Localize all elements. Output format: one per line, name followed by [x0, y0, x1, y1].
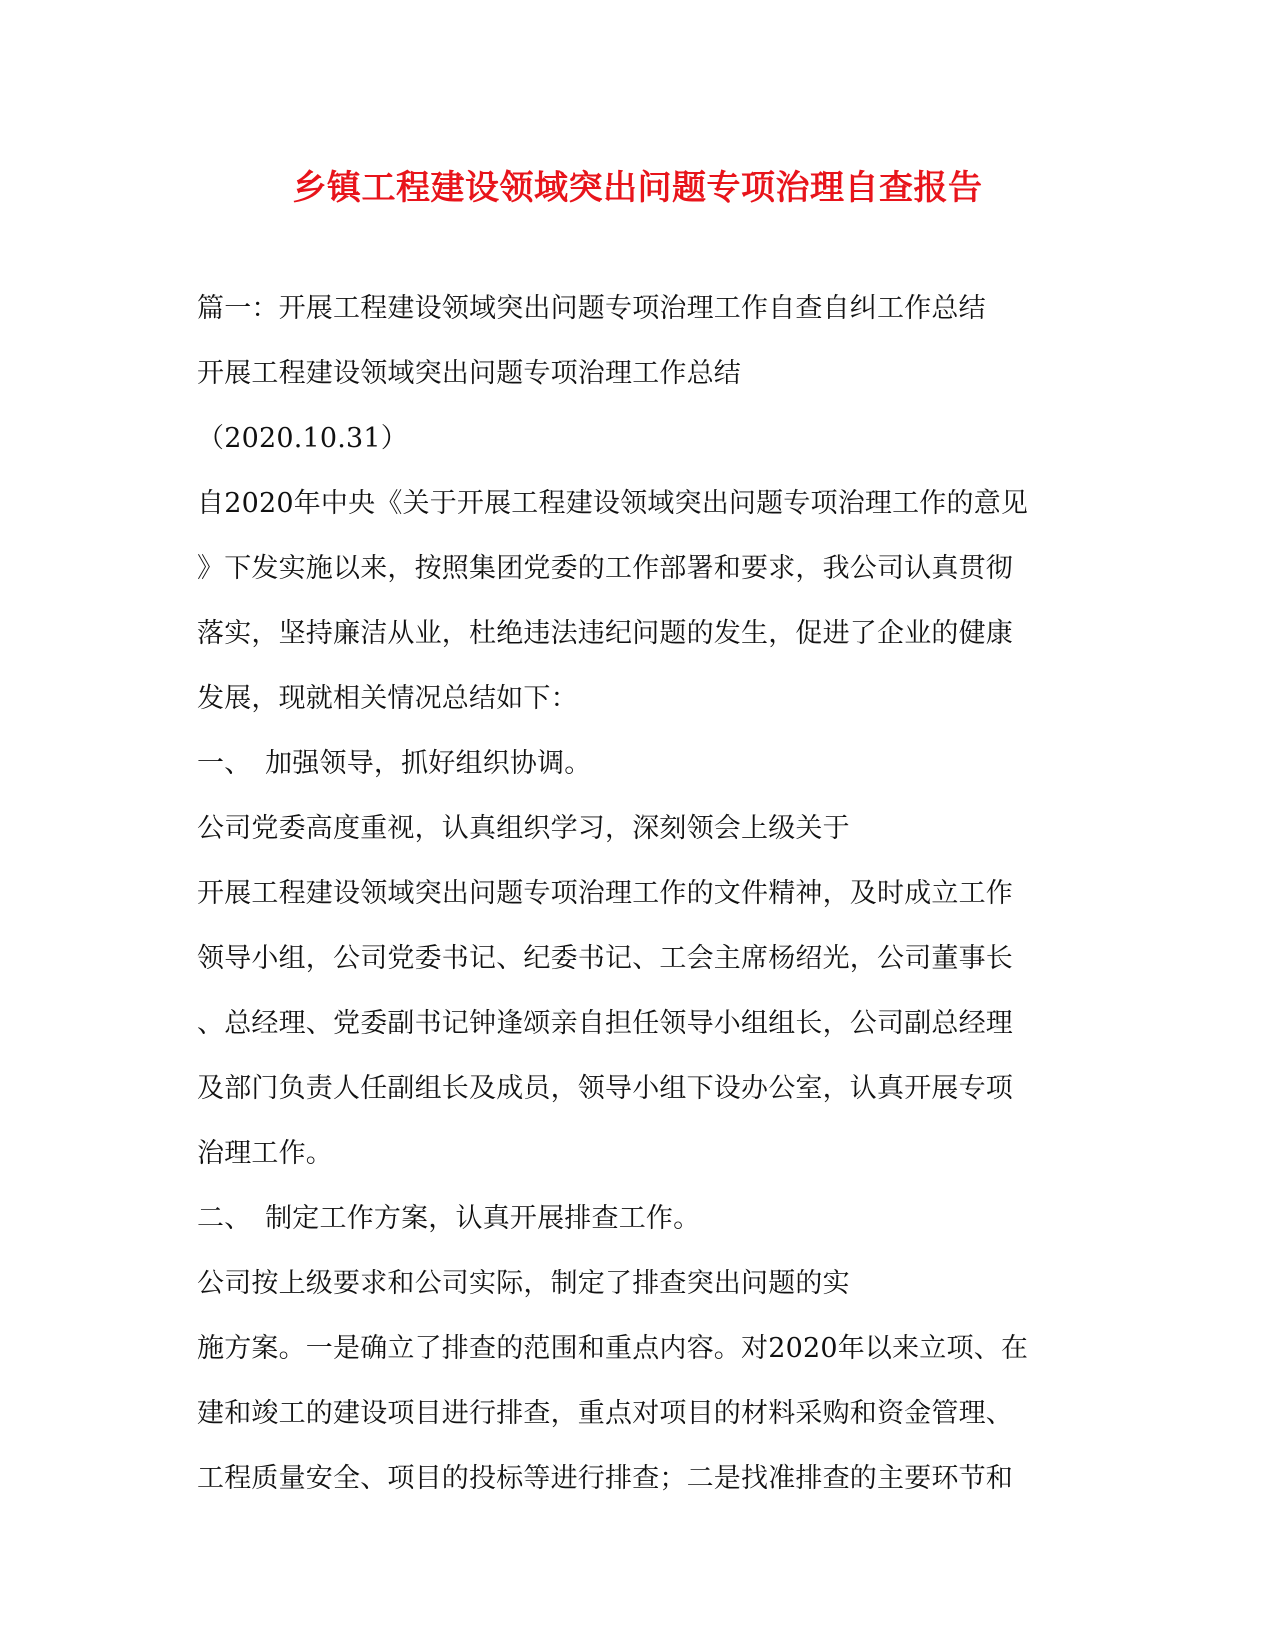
section-heading: 一、 加强领导，抓好组织协调。 [197, 748, 592, 779]
paragraph-line: 》下发实施以来，按照集团党委的工作部署和要求，我公司认真贯彻 [197, 553, 1013, 584]
paragraph-line: （2020.10.31） [197, 423, 408, 454]
paragraph-line: 落实，坚持廉洁从业，杜绝违法违纪问题的发生，促进了企业的健康 [197, 618, 1013, 649]
paragraph-line: 公司党委高度重视，认真组织学习，深刻领会上级关于 [197, 813, 850, 844]
paragraph-line: 开展工程建设领域突出问题专项治理工作总结 [197, 358, 741, 389]
paragraph-line: 工程质量安全、项目的投标等进行排查；二是找准排查的主要环节和 [197, 1463, 1013, 1494]
section-heading: 二、 制定工作方案，认真开展排查工作。 [197, 1203, 701, 1234]
paragraph-line: 开展工程建设领域突出问题专项治理工作的文件精神，及时成立工作 [197, 878, 1013, 909]
document-title: 乡镇工程建设领域突出问题专项治理自查报告 [292, 168, 983, 208]
paragraph-line: 公司按上级要求和公司实际，制定了排查突出问题的实 [197, 1268, 850, 1299]
paragraph-line: 治理工作。 [197, 1138, 333, 1169]
paragraph-line: 自2020年中央《关于开展工程建设领域突出问题专项治理工作的意见 [197, 488, 1029, 519]
paragraph-line: 及部门负责人任副组长及成员，领导小组下设办公室，认真开展专项 [197, 1073, 1013, 1104]
document-body [197, 284, 1077, 1519]
paragraph-line: 发展，现就相关情况总结如下： [197, 683, 578, 714]
paragraph-line: 领导小组，公司党委书记、纪委书记、工会主席杨绍光，公司董事长 [197, 943, 1013, 974]
paragraph-line: 建和竣工的建设项目进行排查，重点对项目的材料采购和资金管理、 [197, 1398, 1013, 1429]
paragraph-line: 施方案。一是确立了排查的范围和重点内容。对2020年以来立项、在 [197, 1333, 1029, 1364]
paragraph-line: 篇一：开展工程建设领域突出问题专项治理工作自查自纠工作总结 [197, 293, 986, 324]
paragraph-line: 、总经理、党委副书记钟逢颂亲自担任领导小组组长，公司副总经理 [197, 1008, 1013, 1039]
